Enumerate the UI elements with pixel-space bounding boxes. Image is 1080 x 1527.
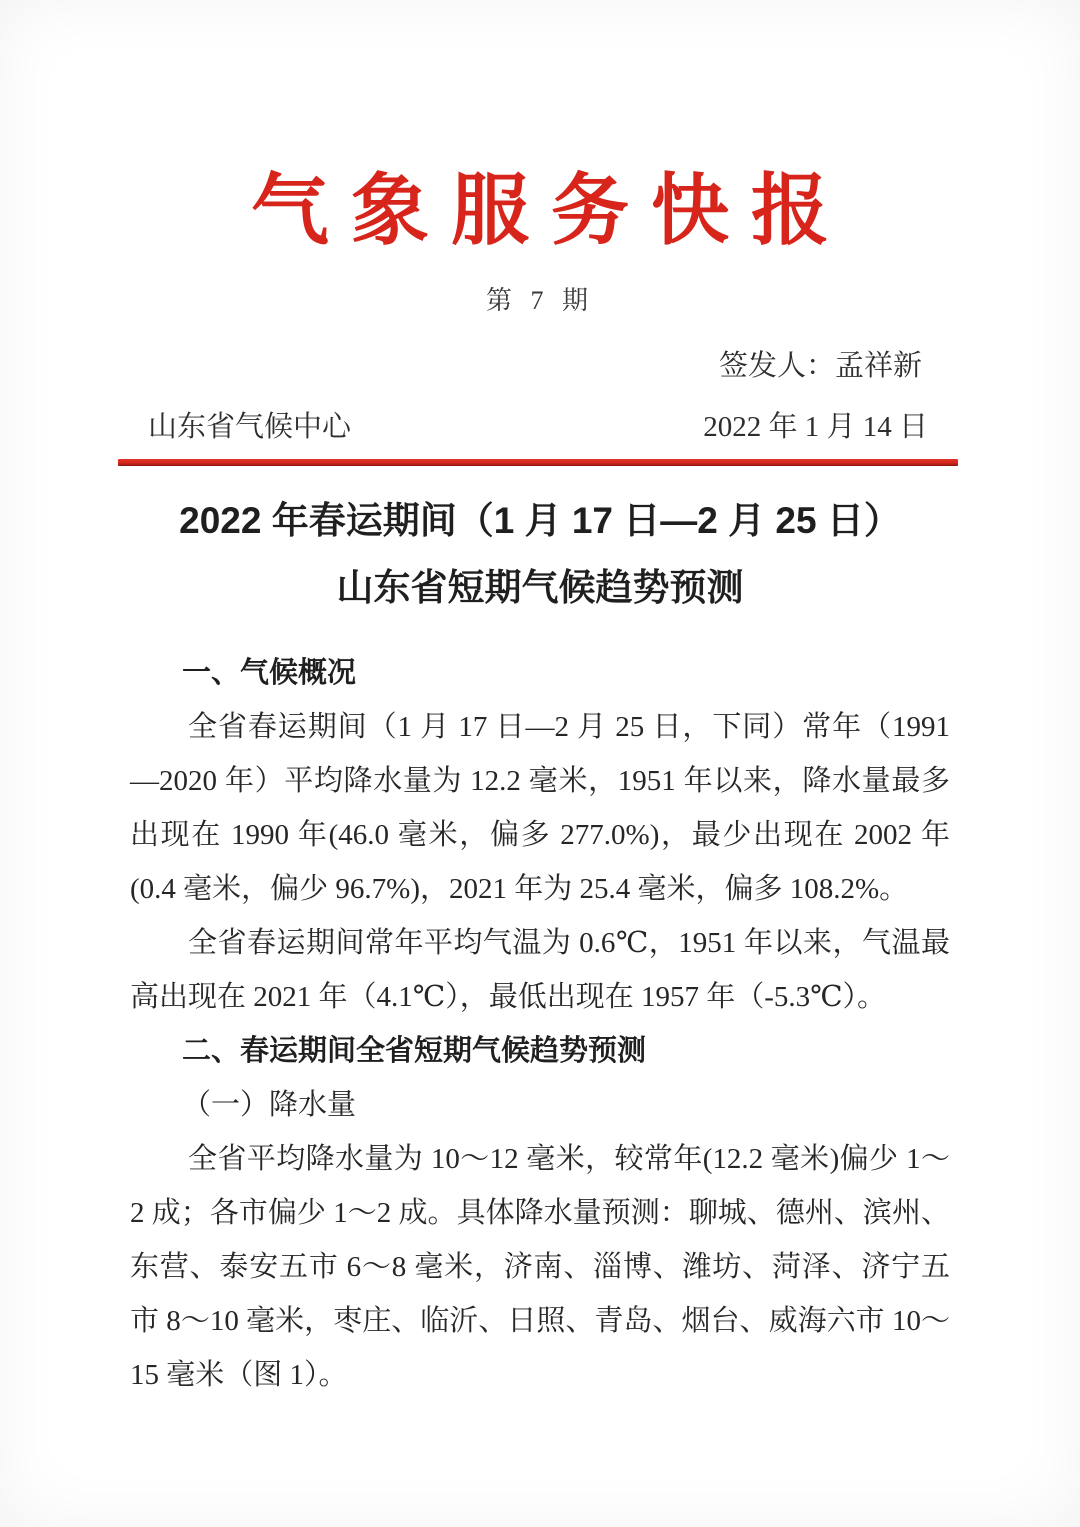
doc-title-line2: 山东省短期气候趋势预测 [336,566,744,608]
section-2-heading: 二、春运期间全省短期气候趋势预测 [182,1034,647,1067]
issue-date: 2022 年 1 月 14 日 [703,410,928,443]
subsection-precipitation-heading: （一）降水量 [182,1088,357,1121]
red-divider-rule [118,459,958,466]
issuer-name: 签发人：孟祥新 [718,349,922,382]
section-1-heading: 一、气候概况 [182,656,357,689]
paragraph-precipitation-forecast: 全省平均降水量为 10～12 毫米，较常年(12.2 毫米)偏少 1～2 成；各市偏少 1～2 成。具体降水量预测：聊城、德州、滨州、东营、泰安五市 6～8 毫米，济南、淄博、潍坊、菏泽、济宁五市 8～10 毫米，枣庄、临沂、日照、青岛、烟台、威海六市 10～15 毫米（图 1）。 [130,1142,950,1391]
issue-number: 第 7 期 [485,285,594,315]
org-name: 山东省气候中心 [148,410,352,443]
doc-title-line1: 2022 年春运期间（1 月 17 日—2 月 25 日） [179,499,901,541]
issuer-row [130,343,922,384]
paragraph-precipitation-history: 全省春运期间（1 月 17 日—2 月 25 日，下同）常年（1991—2020 年）平均降水量为 12.2 毫米，1951 年以来，降水量最多出现在 1990 年(46.0 毫米，偏多 277.0%)，最少出现在 2002 年(0.4 毫米，偏少 96.7%)，2021 年为 25.4 毫米，偏多 108.2%。 [130,710,950,905]
masthead-title: 气象服务快报 [250,166,851,254]
org-date-row [148,404,928,445]
paragraph-temperature-history: 全省春运期间常年平均气温为 0.6℃，1951 年以来，气温最高出现在 2021 年（4.1℃），最低出现在 1957 年（-5.3℃）。 [130,926,950,1013]
document-body [130,646,950,1402]
